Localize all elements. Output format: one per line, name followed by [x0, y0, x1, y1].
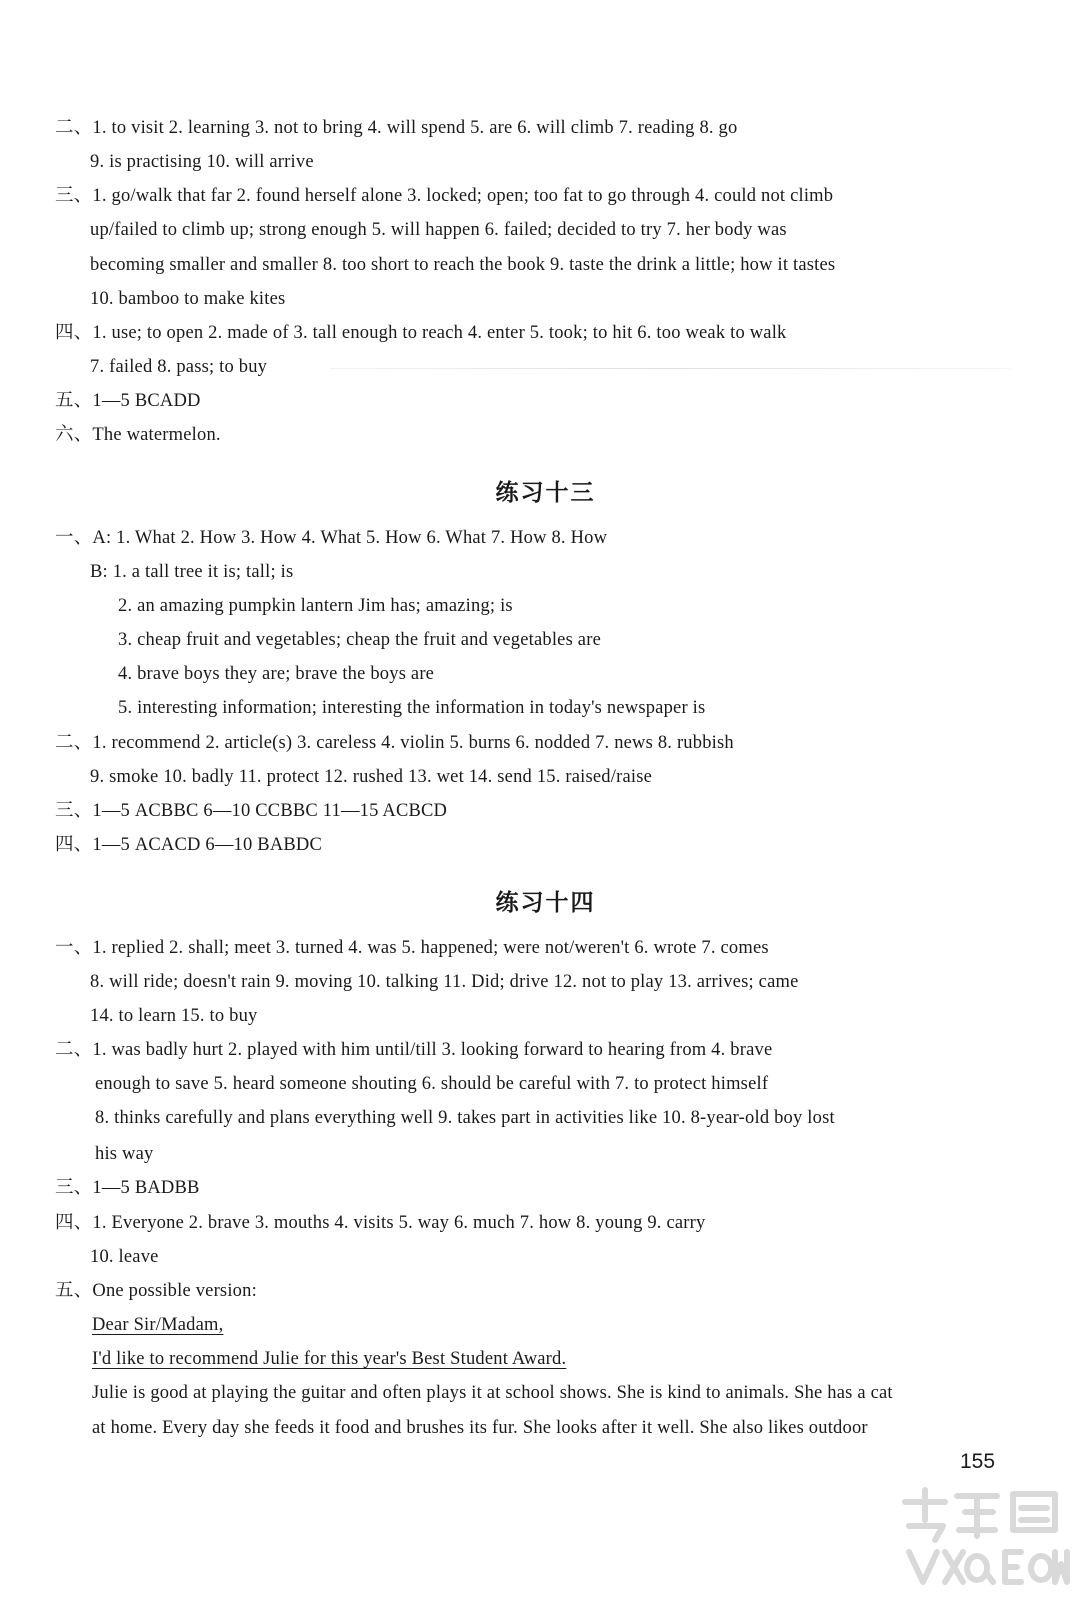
- answer-line: 9. is practising 10. will arrive: [90, 152, 314, 172]
- answer-line: 14. to learn 15. to buy: [90, 1006, 258, 1026]
- answer-line: 五、1—5 BCADD: [55, 391, 201, 411]
- answer-line: B: 1. a tall tree it is; tall; is: [90, 562, 294, 582]
- page-number: 155: [960, 1450, 996, 1473]
- section-heading: 练习十四: [495, 890, 596, 916]
- answer-line: 10. bamboo to make kites: [90, 289, 286, 309]
- letter-salutation: Dear Sir/Madam,: [92, 1315, 224, 1335]
- answer-line: 二、1. was badly hurt 2. played with him until/till 3. looking forward to hearing from 4. brave: [55, 1040, 773, 1060]
- letter-opening: I'd like to recommend Julie for this year's Best Student Award.: [92, 1349, 567, 1369]
- answer-line: up/failed to climb up; strong enough 5. will happen 6. failed; decided to try 7. her body was: [90, 220, 787, 240]
- answer-line: 二、1. to visit 2. learning 3. not to bring 4. will spend 5. are 6. will climb 7. reading 8. go: [55, 118, 738, 138]
- section-heading: 练习十三: [495, 480, 596, 506]
- answer-line: 五、One possible version:: [55, 1281, 257, 1301]
- answer-line: 2. an amazing pumpkin lantern Jim has; amazing; is: [118, 596, 513, 616]
- answer-line: 8. thinks carefully and plans everything well 9. takes part in activities like 10. 8-year-old boy lost: [95, 1108, 835, 1128]
- answer-line: 5. interesting information; interesting the information in today's newspaper is: [118, 698, 706, 718]
- answer-line: 4. brave boys they are; brave the boys are: [118, 664, 435, 684]
- answer-line: 三、1—5 ACBBC 6—10 CCBBC 11—15 ACBCD: [55, 801, 448, 821]
- answer-line: 3. cheap fruit and vegetables; cheap the fruit and vegetables are: [118, 630, 601, 650]
- answer-line: 四、1. Everyone 2. brave 3. mouths 4. visits 5. way 6. much 7. how 8. young 9. carry: [55, 1213, 706, 1233]
- answer-line: his way: [95, 1144, 154, 1164]
- answer-line: 9. smoke 10. badly 11. protect 12. rushed 13. wet 14. send 15. raised/raise: [90, 767, 653, 787]
- answer-line: 四、1—5 ACACD 6—10 BABDC: [55, 835, 323, 855]
- answer-line: becoming smaller and smaller 8. too short to reach the book 9. taste the drink a little; how it tastes: [90, 255, 836, 275]
- answer-line: 一、A: 1. What 2. How 3. How 4. What 5. How 6. What 7. How 8. How: [55, 528, 608, 548]
- letter-body-line: Julie is good at playing the guitar and often plays it at school shows. She is kind to animals. She has a cat: [92, 1383, 893, 1403]
- answer-line: 二、1. recommend 2. article(s) 3. careless 4. violin 5. burns 6. nodded 7. news 8. rubbish: [55, 733, 734, 753]
- answer-line: 8. will ride; doesn't rain 9. moving 10. talking 11. Did; drive 12. not to play 13. arrives; came: [90, 972, 799, 992]
- answer-line: enough to save 5. heard someone shouting 6. should be careful with 7. to protect himself: [95, 1074, 769, 1094]
- scan-artifact-line: [330, 368, 1010, 369]
- answer-site-watermark-icon: [895, 1482, 1075, 1594]
- answer-line: 三、1. go/walk that far 2. found herself alone 3. locked; open; too fat to go through 4. could not climb: [55, 186, 834, 206]
- answer-line: 三、1—5 BADBB: [55, 1178, 200, 1198]
- answer-line: 六、The watermelon.: [55, 425, 221, 445]
- answer-line: 一、1. replied 2. shall; meet 3. turned 4. was 5. happened; were not/weren't 6. wrote 7. comes: [55, 938, 769, 958]
- letter-body-line: at home. Every day she feeds it food and brushes its fur. She looks after it well. She also likes outdoor: [92, 1418, 868, 1438]
- answer-line: 7. failed 8. pass; to buy: [90, 357, 268, 377]
- answer-line: 四、1. use; to open 2. made of 3. tall enough to reach 4. enter 5. took; to hit 6. too weak to walk: [55, 323, 787, 343]
- answer-line: 10. leave: [90, 1247, 159, 1267]
